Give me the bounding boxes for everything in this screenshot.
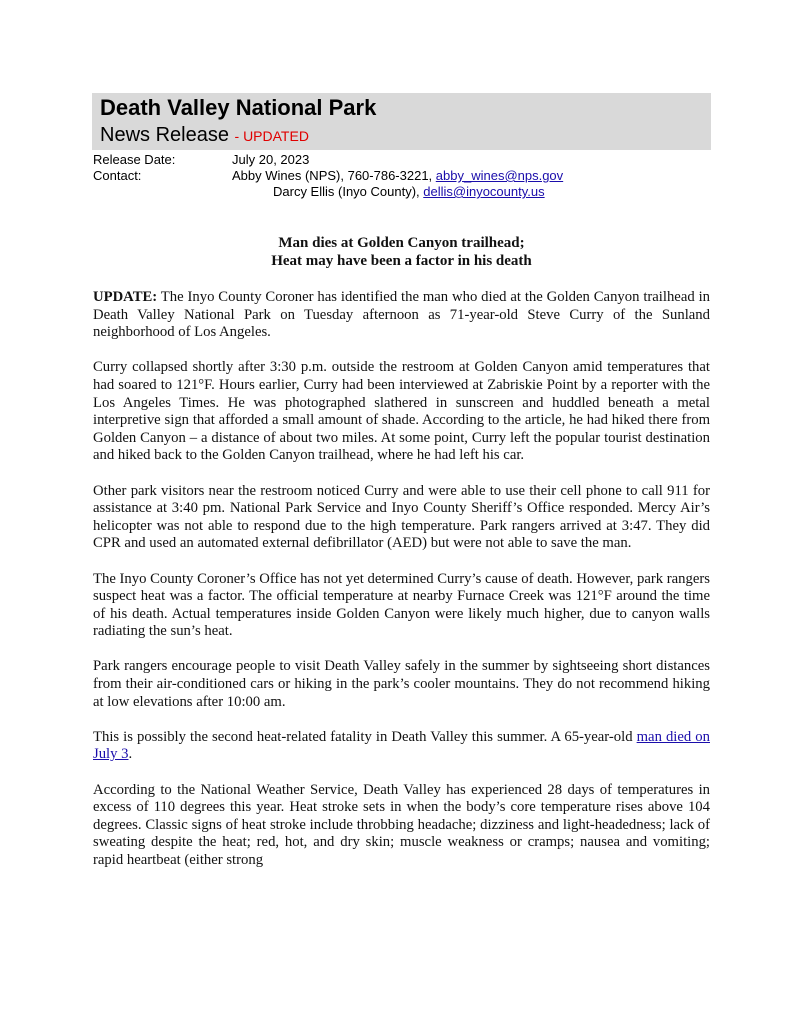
update-label: UPDATE: — [93, 289, 158, 305]
contact-primary-email-link[interactable]: abby_wines@nps.gov — [435, 168, 564, 183]
update-text: The Inyo County Coroner has identified the man who died at the Golden Canyon trailhead in Death Valley National Park on Tuesday afternoon as 71-year-old Steve Curry of the Sunland neighborhood of Los Angeles. — [93, 289, 710, 341]
paragraph-heat-stroke: According to the National Weather Service, Death Valley has experienced 28 days of temperatures in excess of 110 degrees this year. Heat stroke sets in when the body’s core temperature rises above 104 degrees. Classic signs of heat stroke include throbbing headache; dizziness and light-headedness; lack of sweating despite the heat; red, hot, and dry skin; muscle weakness or cramps; nausea and vomiting; rapid heartbeat (either strong — [93, 781, 710, 868]
contact-secondary — [273, 184, 545, 200]
headline-line-1: Man dies at Golden Canyon trailhead; — [278, 235, 525, 251]
paragraph-response: Other park visitors near the restroom noticed Curry and were able to use their cell phone to call 911 for assistance at 3:40 pm. National Park Service and Inyo County Sheriff’s Office responded. Mercy Air’s helicopter was not able to respond due to the high temperature. Park rangers arrived at 3:47. They did CPR and used an automated external defibrillator (AED) but were not able to save the man. — [93, 482, 710, 552]
contact-label: Contact: — [93, 168, 142, 183]
release-date-value: July 20, 2023 — [232, 152, 310, 167]
contact-secondary-text: Darcy Ellis (Inyo County), — [273, 184, 424, 199]
article-body — [93, 289, 710, 887]
contact-secondary-email-link[interactable]: dellis@inyocounty.us — [423, 184, 545, 199]
article-headline — [92, 234, 711, 270]
headline-line-2: Heat may have been a factor in his death — [271, 253, 532, 269]
updated-tag: - UPDATED — [234, 128, 309, 144]
paragraph-update — [93, 289, 710, 342]
paragraph-safety: Park rangers encourage people to visit Death Valley safely in the summer by sightseeing short distances from their air-conditioned cars or hiking in the park’s cooler mountains. They do not recommend hiking at low elevations after 10:00 am. — [93, 658, 710, 710]
contact-primary — [232, 168, 563, 184]
paragraph-cause: The Inyo County Coroner’s Office has not yet determined Curry’s cause of death. However, park rangers suspect heat was a factor. The official temperature at nearby Furnace Creek was 121°F around the time of his death. Actual temperatures inside Golden Canyon were likely much higher, due to canyon walls radiating the sun’s heat. — [93, 570, 710, 640]
paragraph-second-fatality — [93, 729, 710, 764]
july-3-link[interactable]: man died on July 3 — [93, 728, 710, 763]
paragraph-collapse: Curry collapsed shortly after 3:30 p.m. outside the restroom at Golden Canyon amid temperatures that had soared to 121°F. Hours earlier, Curry had been interviewed at Zabriskie Point by a reporter with the Los Angeles Times. He was photographed slathered in sunscreen and huddled beneath a metal interpretive sign that afforded a small amount of shade. According to the article, he had hiked there from Golden Canyon – a distance of about two miles. At some point, Curry left the popular tourist destination and hiked back to the Golden Canyon trailhead, where he had left his car. — [93, 359, 710, 464]
second-fatality-text: This is possibly the second heat-related fatality in Death Valley this summer. A 65-year-old — [93, 728, 637, 745]
release-date-label: Release Date: — [93, 152, 176, 167]
second-fatality-end: . — [128, 746, 133, 763]
release-type-heading — [100, 122, 309, 149]
release-type-label: News Release — [100, 124, 229, 146]
park-name-title: Death Valley National Park — [100, 95, 377, 120]
contact-primary-text: Abby Wines (NPS), 760-786-3221, — [232, 168, 436, 183]
